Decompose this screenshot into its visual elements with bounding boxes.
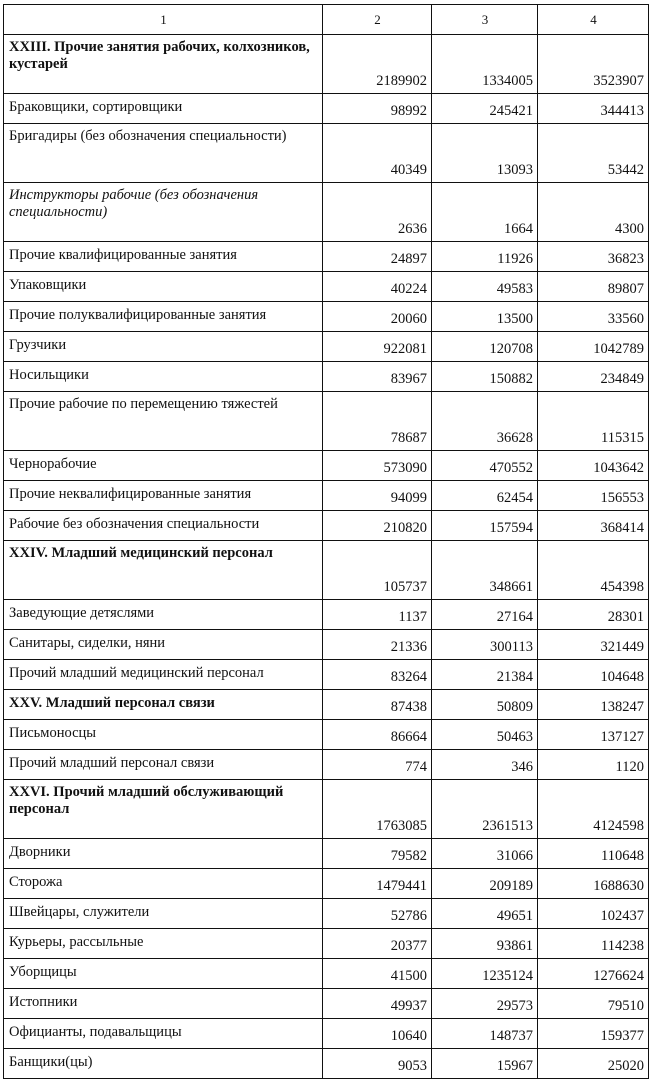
table-row <box>4 94 649 124</box>
value-c3: 1235124 <box>432 959 538 989</box>
table-row <box>4 242 649 272</box>
occupation-label: Грузчики <box>4 332 323 362</box>
value-c4: 33560 <box>538 302 649 332</box>
value-c2: 210820 <box>323 511 432 541</box>
occupation-label: XXV. Младший персонал связи <box>4 690 323 720</box>
value-c3: 11926 <box>432 242 538 272</box>
value-c3: 1334005 <box>432 35 538 94</box>
table-row <box>4 183 649 242</box>
value-c3: 148737 <box>432 1019 538 1049</box>
value-c3: 150882 <box>432 362 538 392</box>
value-c3: 2361513 <box>432 780 538 839</box>
value-c2: 1137 <box>323 600 432 630</box>
value-c4: 1043642 <box>538 451 649 481</box>
table-row <box>4 989 649 1019</box>
occupation-label: Уборщицы <box>4 959 323 989</box>
occupation-label: Бригадиры (без обозначения специальности) <box>4 124 323 183</box>
occupation-label: Банщики(цы) <box>4 1049 323 1079</box>
occupation-label: Прочие полуквалифицированные занятия <box>4 302 323 332</box>
value-c2: 20377 <box>323 929 432 959</box>
value-c2: 573090 <box>323 451 432 481</box>
value-c4: 79510 <box>538 989 649 1019</box>
header-col-3: 3 <box>432 5 538 35</box>
section-row <box>4 541 649 600</box>
value-c3: 21384 <box>432 660 538 690</box>
value-c2: 79582 <box>323 839 432 869</box>
header-col-2: 2 <box>323 5 432 35</box>
value-c4: 368414 <box>538 511 649 541</box>
value-c4: 137127 <box>538 720 649 750</box>
occupation-label: Швейцары, служители <box>4 899 323 929</box>
table-row <box>4 272 649 302</box>
occupation-label: Прочий младший медицинский персонал <box>4 660 323 690</box>
value-c3: 50463 <box>432 720 538 750</box>
occupation-label: Официанты, подавальщицы <box>4 1019 323 1049</box>
table-row <box>4 600 649 630</box>
value-c4: 156553 <box>538 481 649 511</box>
header-row <box>4 5 649 35</box>
value-c2: 87438 <box>323 690 432 720</box>
section-row <box>4 690 649 720</box>
table-row <box>4 869 649 899</box>
value-c4: 1042789 <box>538 332 649 362</box>
occupation-label: Прочие неквалифицированные занятия <box>4 481 323 511</box>
table-row <box>4 362 649 392</box>
table-row <box>4 1019 649 1049</box>
value-c4: 1688630 <box>538 869 649 899</box>
header-col-1: 1 <box>4 5 323 35</box>
value-c4: 104648 <box>538 660 649 690</box>
value-c3: 120708 <box>432 332 538 362</box>
occupation-label: Инструкторы рабочие (без обозначения специальности) <box>4 183 323 242</box>
occupation-label: Курьеры, рассыльные <box>4 929 323 959</box>
occupation-label: Санитары, сиделки, няни <box>4 630 323 660</box>
occupation-label: Дворники <box>4 839 323 869</box>
value-c4: 89807 <box>538 272 649 302</box>
value-c3: 1664 <box>432 183 538 242</box>
value-c3: 346 <box>432 750 538 780</box>
section-row <box>4 780 649 839</box>
value-c4: 159377 <box>538 1019 649 1049</box>
value-c3: 245421 <box>432 94 538 124</box>
value-c4: 115315 <box>538 392 649 451</box>
table-row <box>4 451 649 481</box>
occupation-label: XXIII. Прочие занятия рабочих, колхозников, кустарей <box>4 35 323 94</box>
value-c2: 40349 <box>323 124 432 183</box>
value-c2: 105737 <box>323 541 432 600</box>
table-row <box>4 124 649 183</box>
value-c3: 49583 <box>432 272 538 302</box>
value-c2: 78687 <box>323 392 432 451</box>
value-c2: 20060 <box>323 302 432 332</box>
table-row <box>4 929 649 959</box>
value-c2: 49937 <box>323 989 432 1019</box>
occupation-label: Прочие рабочие по перемещению тяжестей <box>4 392 323 451</box>
value-c3: 62454 <box>432 481 538 511</box>
value-c2: 774 <box>323 750 432 780</box>
value-c2: 40224 <box>323 272 432 302</box>
header-col-4: 4 <box>538 5 649 35</box>
value-c2: 9053 <box>323 1049 432 1079</box>
table-row <box>4 750 649 780</box>
table-row <box>4 660 649 690</box>
table-header <box>4 5 649 35</box>
value-c2: 922081 <box>323 332 432 362</box>
value-c4: 321449 <box>538 630 649 660</box>
value-c4: 25020 <box>538 1049 649 1079</box>
value-c3: 300113 <box>432 630 538 660</box>
value-c3: 13500 <box>432 302 538 332</box>
value-c4: 4300 <box>538 183 649 242</box>
value-c4: 1276624 <box>538 959 649 989</box>
occupation-label: Сторожа <box>4 869 323 899</box>
table-row <box>4 302 649 332</box>
occupation-label: Прочий младший персонал связи <box>4 750 323 780</box>
section-row <box>4 35 649 94</box>
value-c2: 2636 <box>323 183 432 242</box>
value-c2: 94099 <box>323 481 432 511</box>
value-c2: 10640 <box>323 1019 432 1049</box>
table-row <box>4 1049 649 1079</box>
occupation-label: Письмоносцы <box>4 720 323 750</box>
value-c2: 24897 <box>323 242 432 272</box>
value-c3: 13093 <box>432 124 538 183</box>
value-c2: 83264 <box>323 660 432 690</box>
occupation-label: XXIV. Младший медицинский персонал <box>4 541 323 600</box>
value-c4: 114238 <box>538 929 649 959</box>
value-c2: 41500 <box>323 959 432 989</box>
occupation-label: Чернорабочие <box>4 451 323 481</box>
value-c3: 31066 <box>432 839 538 869</box>
table-row <box>4 899 649 929</box>
value-c4: 344413 <box>538 94 649 124</box>
value-c4: 138247 <box>538 690 649 720</box>
table-row <box>4 511 649 541</box>
value-c3: 209189 <box>432 869 538 899</box>
occupation-label: Браковщики, сортировщики <box>4 94 323 124</box>
table-row <box>4 481 649 511</box>
occupation-label: Прочие квалифицированные занятия <box>4 242 323 272</box>
table-row <box>4 392 649 451</box>
occupation-label: Истопники <box>4 989 323 1019</box>
value-c3: 93861 <box>432 929 538 959</box>
value-c4: 234849 <box>538 362 649 392</box>
value-c3: 36628 <box>432 392 538 451</box>
value-c3: 348661 <box>432 541 538 600</box>
value-c3: 29573 <box>432 989 538 1019</box>
table-body <box>4 35 649 1079</box>
value-c2: 52786 <box>323 899 432 929</box>
value-c2: 86664 <box>323 720 432 750</box>
value-c4: 4124598 <box>538 780 649 839</box>
value-c2: 98992 <box>323 94 432 124</box>
value-c4: 454398 <box>538 541 649 600</box>
value-c4: 102437 <box>538 899 649 929</box>
table-row <box>4 332 649 362</box>
occupation-label: Заведующие детяслями <box>4 600 323 630</box>
value-c4: 28301 <box>538 600 649 630</box>
value-c2: 1479441 <box>323 869 432 899</box>
value-c3: 49651 <box>432 899 538 929</box>
value-c2: 83967 <box>323 362 432 392</box>
occupation-label: XXVI. Прочий младший обслуживающий персонал <box>4 780 323 839</box>
table-row <box>4 720 649 750</box>
value-c4: 1120 <box>538 750 649 780</box>
occupation-label: Упаковщики <box>4 272 323 302</box>
value-c4: 36823 <box>538 242 649 272</box>
value-c2: 1763085 <box>323 780 432 839</box>
value-c4: 3523907 <box>538 35 649 94</box>
table-row <box>4 630 649 660</box>
table-row <box>4 839 649 869</box>
occupation-label: Рабочие без обозначения специальности <box>4 511 323 541</box>
value-c3: 15967 <box>432 1049 538 1079</box>
value-c3: 157594 <box>432 511 538 541</box>
occupation-table <box>3 4 649 1079</box>
value-c2: 2189902 <box>323 35 432 94</box>
value-c3: 27164 <box>432 600 538 630</box>
table-row <box>4 959 649 989</box>
occupation-label: Носильщики <box>4 362 323 392</box>
value-c4: 110648 <box>538 839 649 869</box>
value-c2: 21336 <box>323 630 432 660</box>
value-c3: 470552 <box>432 451 538 481</box>
value-c3: 50809 <box>432 690 538 720</box>
value-c4: 53442 <box>538 124 649 183</box>
